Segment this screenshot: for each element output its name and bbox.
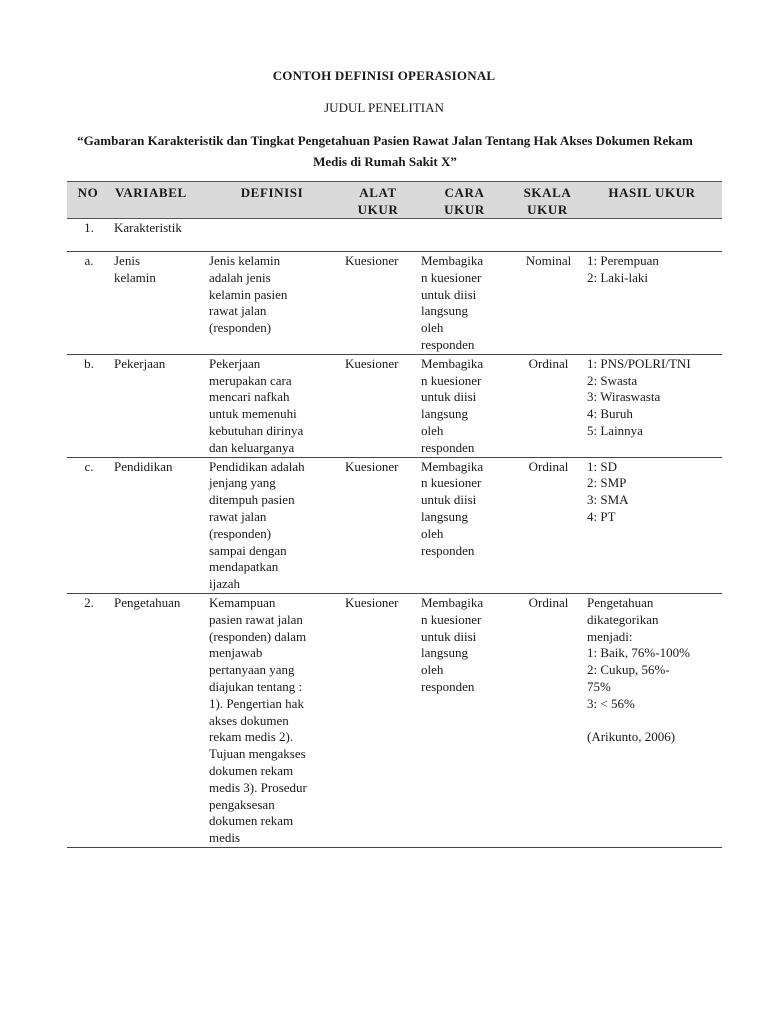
cell-no: b. — [67, 354, 109, 457]
cell-alat-ukur: Kuesioner — [340, 252, 416, 355]
cell-variabel: Karakteristik — [114, 220, 182, 235]
table-header-row — [67, 182, 722, 219]
cell-alat-ukur: Kuesioner — [340, 457, 416, 593]
header-variabel: VARIABEL — [109, 182, 204, 219]
cell-skala-ukur — [513, 219, 582, 252]
cell-hasil-ukur — [582, 219, 722, 252]
cell-cara-ukur: Membagika n kuesioner untuk diisi langsung oleh responden — [416, 354, 513, 457]
cell-no: 2. — [67, 593, 109, 847]
cell-alat-ukur — [340, 219, 416, 252]
cell-hasil-ukur: 1: Perempuan 2: Laki-laki — [582, 252, 722, 355]
cell-hasil-ukur: 1: SD 2: SMP 3: SMA 4: PT — [582, 457, 722, 593]
header-hasil-ukur: HASIL UKUR — [582, 182, 722, 219]
document-heading: CONTOH DEFINISI OPERASIONAL — [272, 68, 496, 83]
cell-skala-ukur: Ordinal — [513, 457, 582, 593]
cell-no: a. — [67, 252, 109, 355]
cell-variabel: Jenis kelamin — [109, 252, 204, 355]
cell-variabel: Pekerjaan — [109, 354, 204, 457]
cell-hasil-ukur: Pengetahuan dikategorikan menjadi: 1: Baik, 76%-100% 2: Cukup, 56%- 75% 3: < 56% (Arikunto, 2006) — [582, 593, 722, 847]
cell-definisi: Pendidikan adalah jenjang yang ditempuh pasien rawat jalan (responden) sampai dengan mendapatkan ijazah — [204, 457, 340, 593]
cell-no: c. — [67, 457, 109, 593]
cell-skala-ukur: Nominal — [513, 252, 582, 355]
header-alat-ukur: ALAT UKUR — [340, 182, 416, 219]
cell-no: 1. — [84, 220, 94, 235]
cell-hasil-ukur: 1: PNS/POLRI/TNI 2: Swasta 3: Wiraswasta 4: Buruh 5: Lainnya — [582, 354, 722, 457]
header-skala-ukur: SKALA UKUR — [513, 182, 582, 219]
cell-cara-ukur: Membagika n kuesioner untuk diisi langsung oleh responden — [416, 252, 513, 355]
cell-skala-ukur: Ordinal — [513, 354, 582, 457]
header-no: NO — [67, 182, 109, 219]
cell-variabel: Pengetahuan — [109, 593, 204, 847]
cell-definisi: Kemampuan pasien rawat jalan (responden) dalam menjawab pertanyaan yang diajukan tentang : 1). Pengertian hak akses dokumen rekam medis 2). Tujuan mengakses dokumen rekam medis 3). Prosedur pengaksesan dokumen rekam medis — [204, 593, 340, 847]
table-row — [67, 457, 722, 593]
header-definisi: DEFINISI — [204, 182, 340, 219]
cell-cara-ukur: Membagika n kuesioner untuk diisi langsung oleh responden — [416, 593, 513, 847]
document-subheading: JUDUL PENELITIAN — [324, 100, 444, 115]
header-cara-ukur: CARA UKUR — [416, 182, 513, 219]
cell-skala-ukur: Ordinal — [513, 593, 582, 847]
cell-cara-ukur — [416, 219, 513, 252]
operational-definition-table — [67, 181, 722, 848]
table-row — [67, 252, 722, 355]
table-row — [67, 593, 722, 847]
cell-cara-ukur: Membagika n kuesioner untuk diisi langsung oleh responden — [416, 457, 513, 593]
cell-definisi: Pekerjaan merupakan cara mencari nafkah untuk memenuhi kebutuhan dirinya dan keluarganya — [204, 354, 340, 457]
cell-variabel: Pendidikan — [109, 457, 204, 593]
table-row — [67, 354, 722, 457]
cell-alat-ukur: Kuesioner — [340, 593, 416, 847]
cell-alat-ukur: Kuesioner — [340, 354, 416, 457]
cell-definisi: Jenis kelamin adalah jenis kelamin pasien rawat jalan (responden) — [204, 252, 340, 355]
table-row — [67, 219, 722, 252]
cell-definisi — [204, 219, 340, 252]
research-title: “Gambaran Karakteristik dan Tingkat Pengetahuan Pasien Rawat Jalan Tentang Hak Akses Dokumen Rekam Medis di Rumah Sakit X” — [77, 133, 693, 169]
